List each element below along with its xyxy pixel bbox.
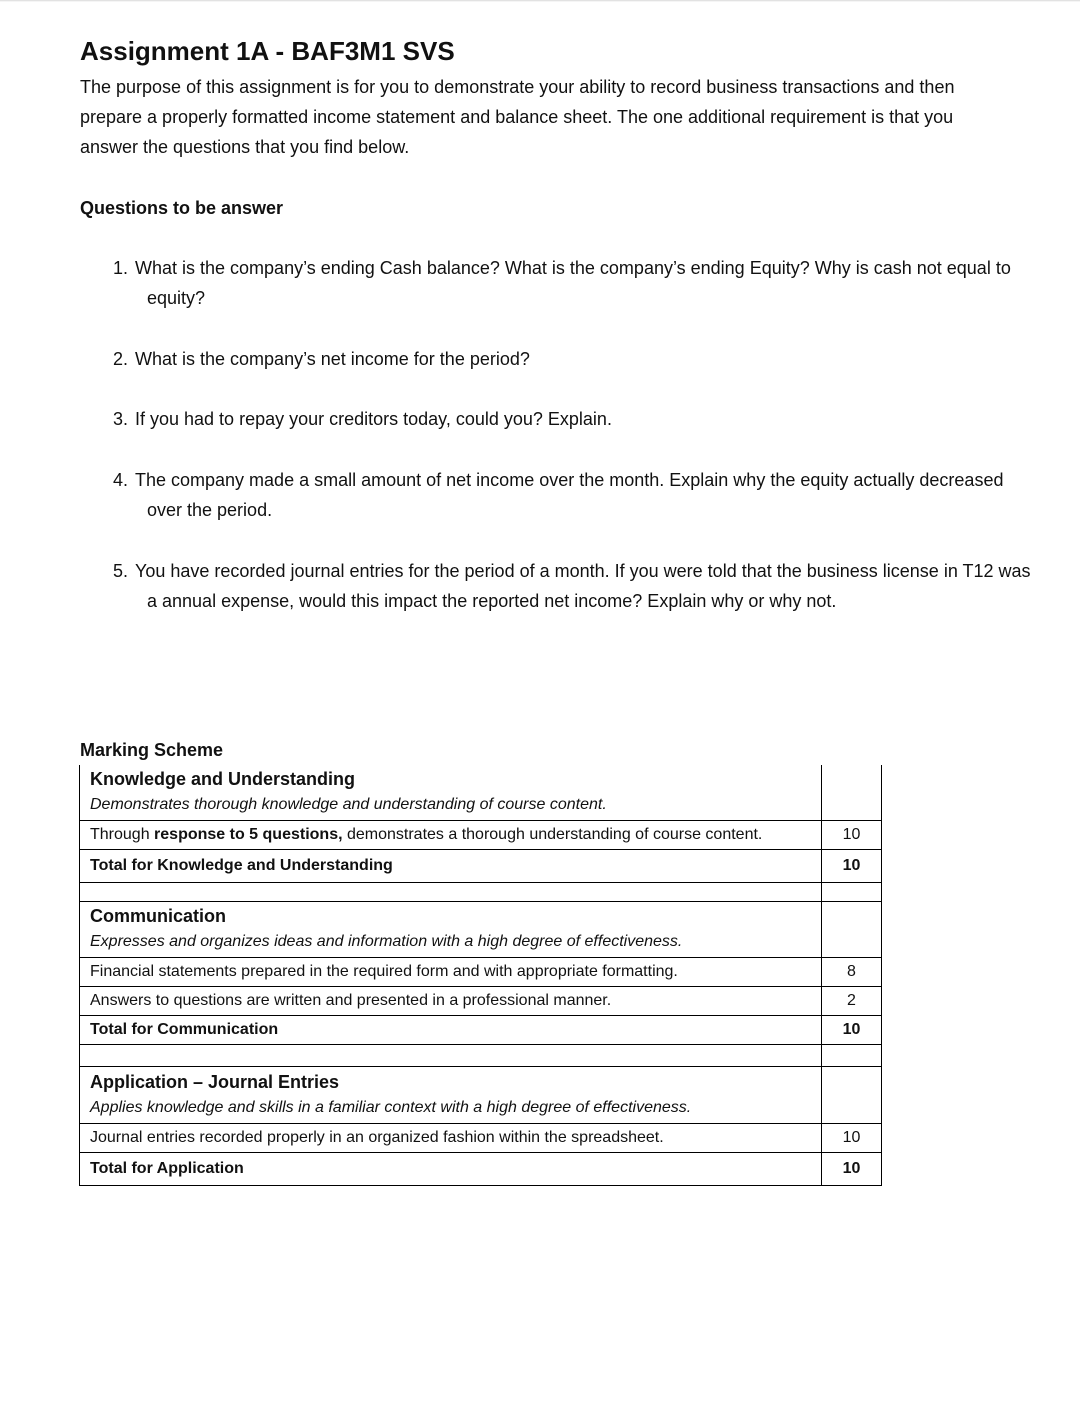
question-text: What is the company’s ending Cash balance? What is the company’s ending Equity? Why is cash not equal to equity? — [135, 258, 1011, 308]
page-title: Assignment 1A - BAF3M1 SVS — [80, 36, 455, 66]
spacer-row — [80, 882, 882, 901]
section-description: Expresses and organizes ideas and information with a high degree of effectiveness. — [90, 933, 683, 950]
criteria-points: 10 — [822, 1123, 882, 1152]
questions-heading: Questions to be answer — [80, 198, 284, 218]
section-header-communication — [80, 901, 882, 957]
question-text: You have recorded journal entries for the period of a month. If you were told that the business license in T12 was a annual expense, would this impact the reported net income? Explain why or why not. — [135, 561, 1031, 611]
criteria-row — [80, 1123, 882, 1152]
total-row-knowledge — [80, 849, 882, 882]
question-4 — [113, 465, 1032, 525]
section-title: Application – Journal Entries — [90, 1071, 340, 1092]
question-text: What is the company’s net income for the period? — [135, 349, 530, 369]
criteria-bold-text: response to 5 questions, — [154, 825, 343, 843]
criteria-points: 8 — [822, 957, 882, 986]
criteria-row — [80, 986, 882, 1015]
criteria-text: demonstrates a thorough understanding of course content. — [342, 825, 763, 843]
criteria-row — [80, 957, 882, 986]
section-title: Communication — [90, 906, 227, 926]
spacer-row — [80, 1044, 882, 1066]
total-label: Total for Knowledge and Understanding — [80, 849, 822, 882]
total-points: 10 — [822, 849, 882, 882]
total-points: 10 — [822, 1152, 882, 1185]
question-number: 3. — [113, 409, 129, 429]
criteria-text: Answers to questions are written and presented in a professional manner. — [80, 986, 822, 1015]
question-number: 5. — [113, 561, 129, 581]
criteria-points: 10 — [822, 820, 882, 849]
marking-scheme-table — [79, 765, 882, 1186]
question-text: If you had to repay your creditors today, could you? Explain. — [135, 409, 612, 429]
intro-paragraph: The purpose of this assignment is for you to demonstrate your ability to record business transactions and then prepare a properly formatted income statement and balance sheet. The one additional requirement is that you answer the questions that you find below. — [80, 77, 955, 157]
question-2 — [113, 344, 1032, 374]
page-top-shadow — [0, 0, 1080, 2]
marking-scheme-title: Marking Scheme — [80, 740, 224, 760]
criteria-text: Through — [90, 825, 155, 843]
section-header-application — [80, 1066, 882, 1123]
criteria-text: Financial statements prepared in the required form and with appropriate formatting. — [80, 957, 822, 986]
question-1 — [113, 253, 1032, 313]
question-3 — [113, 404, 1032, 434]
question-number: 4. — [113, 470, 129, 490]
question-5 — [113, 556, 1032, 616]
section-header-knowledge — [80, 765, 882, 820]
total-row-communication — [80, 1015, 882, 1044]
section-title: Knowledge and Understanding — [90, 769, 356, 790]
question-number: 1. — [113, 258, 129, 278]
question-number: 2. — [113, 349, 129, 369]
criteria-text: Journal entries recorded properly in an organized fashion within the spreadsheet. — [80, 1123, 822, 1152]
total-points: 10 — [822, 1015, 882, 1044]
total-label: Total for Communication — [80, 1015, 822, 1044]
criteria-points: 2 — [822, 986, 882, 1015]
question-text: The company made a small amount of net income over the month. Explain why the equity actually decreased over the period. — [135, 470, 1004, 520]
section-description: Applies knowledge and skills in a familiar context with a high degree of effectiveness. — [90, 1098, 692, 1116]
criteria-row — [80, 820, 882, 849]
total-row-application — [80, 1152, 882, 1185]
total-label: Total for Application — [80, 1152, 822, 1185]
section-description: Demonstrates thorough knowledge and understanding of course content. — [90, 796, 607, 814]
